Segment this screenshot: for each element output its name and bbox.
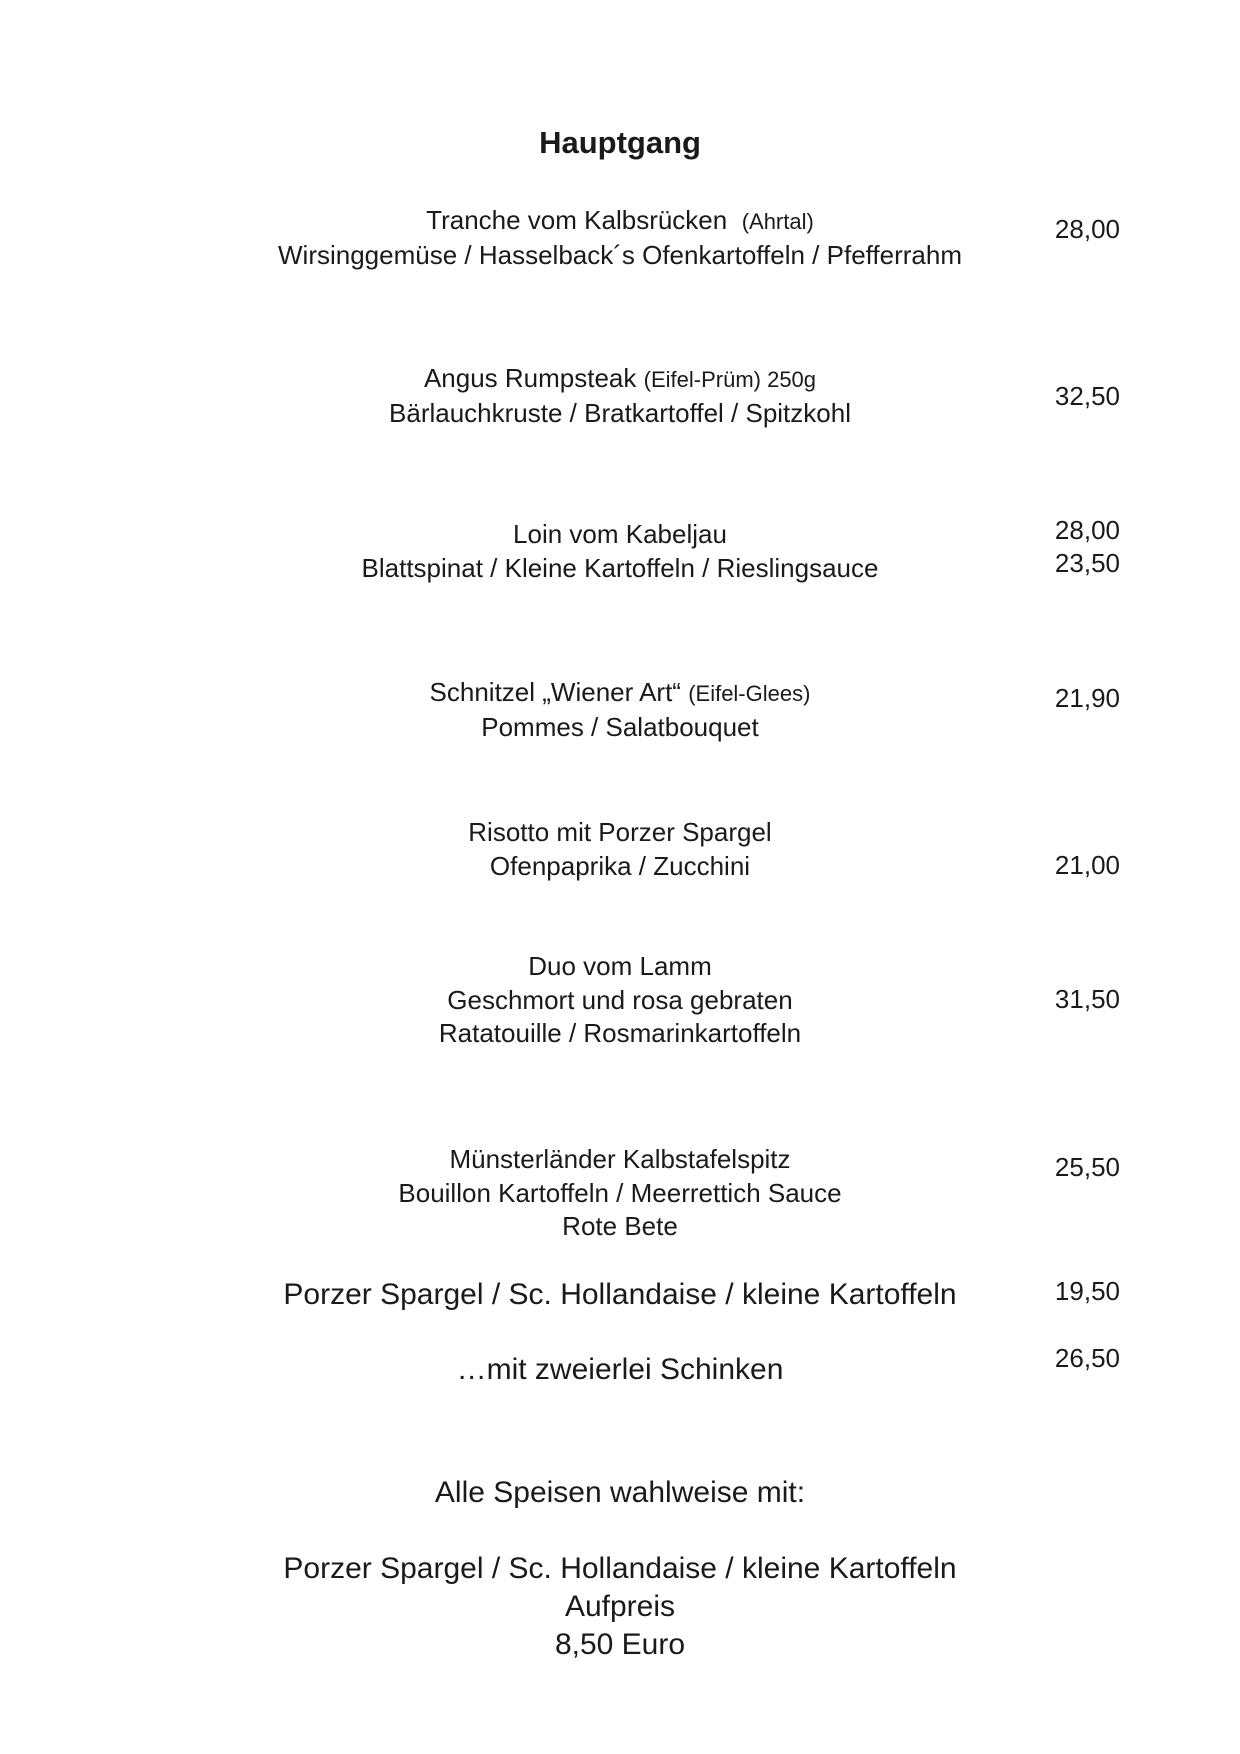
dish-price: 21,90 [1054,683,1120,713]
dish-name: Duo vom Lamm [528,951,712,981]
dish-sides: Wirsinggemüse / Hasselback´s Ofenkartoffeln / Pfefferrahm [278,239,962,270]
dish-origin: (Eifel-Glees) [688,681,811,706]
footer-option: Porzer Spargel / Sc. Hollandaise / kleine Kartoffeln [283,1552,957,1585]
menu-item-spargel-schinken: …mit zweierlei Schinken [456,1353,784,1386]
dish-sides: Blattspinat / Kleine Kartoffeln / Rieslingsauce [361,552,879,583]
dish-price: 25,50 [1054,1152,1120,1182]
dish-sides: Bärlauchkruste / Bratkartoffel / Spitzkohl [389,397,851,428]
dish-price-alt: 23,50 [1054,548,1120,578]
dish-name: Angus Rumpsteak (Eifel-Prüm) 250g [423,363,817,393]
dish-price: 19,50 [1054,1276,1120,1306]
menu-item-spargel: Porzer Spargel / Sc. Hollandaise / kleine Kartoffeln [283,1278,957,1311]
dish-origin: (Eifel-Prüm) 250g [643,367,817,392]
menu-item-rumpsteak [200,362,1040,430]
footer-surcharge-label: Aufpreis [564,1590,676,1623]
footer-surcharge-price: 8,50 Euro [554,1628,686,1661]
menu-item-schnitzel [200,676,1040,744]
dish-price: 31,50 [1054,984,1120,1014]
dish-name: Münsterländer Kalbstafelspitz [449,1144,791,1174]
dish-description: Geschmort und rosa gebraten [447,984,793,1015]
menu-item-kalbsruecken [200,204,1040,272]
dish-price: 32,50 [1054,381,1120,411]
menu-item-kabeljau [200,518,1040,585]
page-title: Hauptgang [539,125,701,160]
menu-item-lamm [200,950,1040,1051]
footer-intro: Alle Speisen wahlweise mit: [434,1476,806,1509]
dish-description: Bouillon Kartoffeln / Meerrettich Sauce [398,1177,842,1208]
dish-price: 28,00 [1054,515,1120,545]
dish-sides: Ofenpaprika / Zucchini [489,850,751,881]
dish-sides: Pommes / Salatbouquet [481,711,759,742]
menu-item-risotto [200,816,1040,883]
dish-sides: Rote Bete [562,1211,678,1241]
dish-name: Risotto mit Porzer Spargel [468,817,772,847]
menu-item-tafelspitz [200,1143,1040,1244]
dish-name: Loin vom Kabeljau [513,519,727,549]
dish-name: Schnitzel „Wiener Art“ (Eifel-Glees) [429,677,811,707]
dish-origin: (Ahrtal) [741,209,814,234]
dish-price: 21,00 [1054,850,1120,880]
dish-price: 28,00 [1054,214,1120,244]
dish-name: Tranche vom Kalbsrücken (Ahrtal) [426,205,814,235]
dish-sides: Ratatouille / Rosmarinkartoffeln [438,1018,802,1048]
dish-price: 26,50 [1054,1343,1120,1373]
